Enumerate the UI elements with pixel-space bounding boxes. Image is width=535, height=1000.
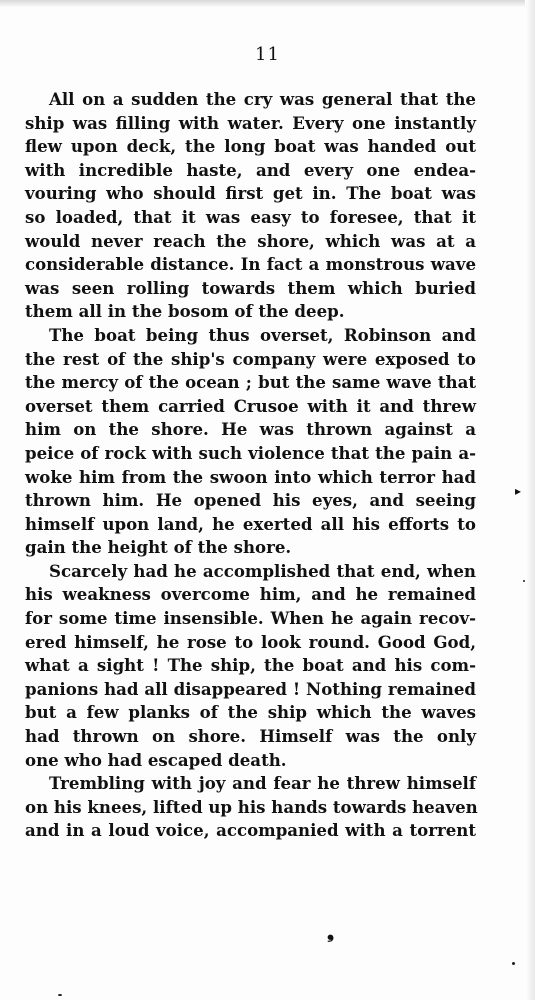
paragraph bbox=[25, 772, 476, 843]
text-line: thrown him. He opened his eyes, and seeing bbox=[25, 490, 476, 511]
text-line: one who had escaped death. bbox=[25, 749, 287, 770]
text-line: for some time insensible. When he again recov- bbox=[25, 608, 476, 629]
text-line: with incredible haste, and every one endea- bbox=[25, 159, 476, 180]
text-line: panions had all disappeared ! Nothing remained bbox=[25, 678, 476, 699]
text-line: vouring who should first get in. The boat was bbox=[25, 183, 476, 204]
text-line: his weakness overcome him, and he remained bbox=[25, 584, 476, 605]
paragraph bbox=[25, 560, 476, 772]
text-line: Scarcely had he accomplished that end, when bbox=[49, 560, 476, 581]
text-line: and in a loud voice, accompanied with a torrent bbox=[25, 820, 476, 841]
text-line: them all in the bosom of the deep. bbox=[25, 301, 345, 322]
text-line: himself upon land, he exerted all his efforts to bbox=[25, 513, 476, 534]
page-edge-shadow bbox=[525, 0, 535, 1000]
text-line: ered himself, he rose to look round. Good God, bbox=[25, 631, 476, 652]
text-line: considerable distance. In fact a monstrous wave bbox=[25, 254, 476, 275]
paragraph bbox=[25, 88, 476, 324]
text-line: would never reach the shore, which was at a bbox=[25, 230, 476, 251]
text-line: flew upon deck, the long boat was handed out bbox=[25, 136, 476, 157]
text-line: on his knees, lifted up his hands towards heaven bbox=[25, 796, 478, 817]
text-line: ship was filling with water. Every one instantly bbox=[25, 112, 476, 133]
text-line: so loaded, that it was easy to foresee, that it bbox=[25, 206, 476, 227]
text-line: overset them carried Crusoe with it and threw bbox=[25, 395, 476, 416]
dust-speck bbox=[523, 580, 525, 582]
text-line: but a few planks of the ship which the waves bbox=[25, 702, 476, 723]
page-top-shadow bbox=[0, 0, 535, 8]
page-number: 11 bbox=[255, 44, 280, 65]
text-line: him on the shore. He was thrown against a bbox=[25, 419, 476, 440]
text-line: gain the height of the shore. bbox=[25, 537, 292, 558]
text-line: the rest of the ship's company were exposed to bbox=[25, 348, 476, 369]
catch-mark: ❟ bbox=[327, 922, 335, 943]
text-line: All on a sudden the cry was general that the bbox=[49, 89, 476, 109]
paragraph bbox=[25, 324, 476, 560]
dust-speck bbox=[512, 962, 515, 965]
text-line: what a sight ! The ship, the boat and his com- bbox=[25, 655, 476, 676]
text-line: The boat being thus overset, Robinson and bbox=[49, 324, 476, 345]
text-line: peice of rock with such violence that the pain a- bbox=[25, 442, 476, 463]
margin-mark: ▸ bbox=[515, 484, 522, 498]
body-text bbox=[25, 88, 476, 843]
text-line: woke him from the swoon into which terror had bbox=[25, 466, 476, 487]
text-line: had thrown on shore. Himself was the only bbox=[25, 726, 476, 747]
text-line: was seen rolling towards them which buried bbox=[25, 277, 476, 298]
dust-speck bbox=[58, 994, 62, 996]
text-line: the mercy of the ocean ; but the same wave that bbox=[25, 372, 476, 393]
text-line: Trembling with joy and fear he threw himself bbox=[49, 773, 476, 794]
